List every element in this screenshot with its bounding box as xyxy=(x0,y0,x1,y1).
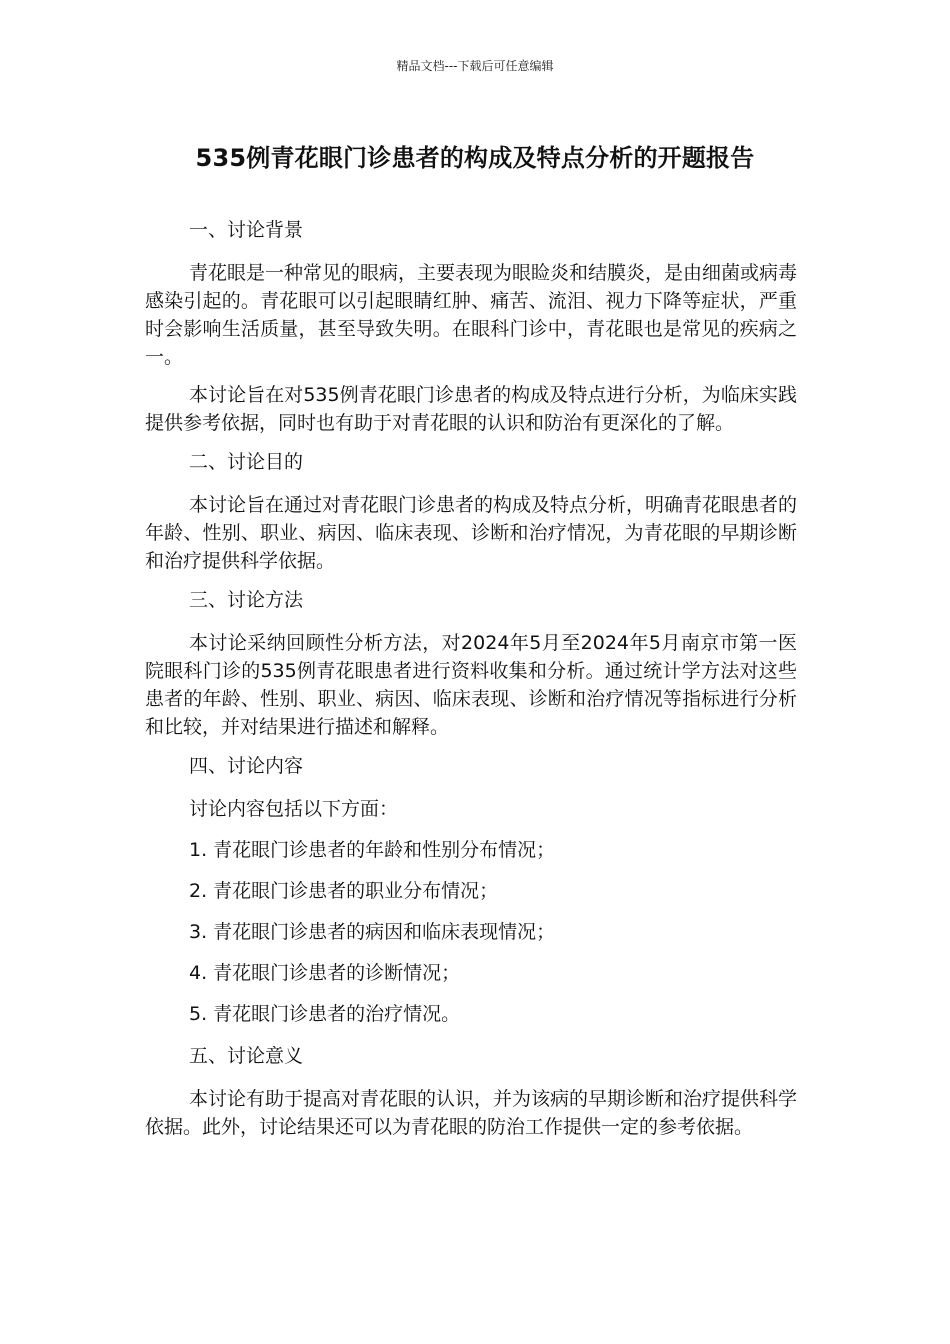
section-heading-background: 一、讨论背景 xyxy=(189,219,304,241)
header-note: 精品文档---下载后可任意编辑 xyxy=(396,59,554,73)
background-paragraph-1: 青花眼是一种常见的眼病，主要表现为眼睑炎和结膜炎，是由细菌或病毒感染引起的。青花眼可以引起眼睛红肿、痛苦、流泪、视力下降等症状，严重时会影响生活质量，甚至导致失明。在眼科门诊中，青花眼也是常见的疾病之一。 xyxy=(145,262,798,368)
list-item: 2. 青花眼门诊患者的职业分布情况； xyxy=(189,880,499,902)
purpose-paragraph: 本讨论旨在通过对青花眼门诊患者的构成及特点分析，明确青花眼患者的年龄、性别、职业、病因、临床表现、诊断和治疗情况，为青花眼的早期诊断和治疗提供科学依据。 xyxy=(145,494,798,572)
list-item: 4. 青花眼门诊患者的诊断情况； xyxy=(189,962,461,984)
section-heading-content: 四、讨论内容 xyxy=(189,755,304,777)
list-item: 1. 青花眼门诊患者的年龄和性别分布情况； xyxy=(189,839,556,861)
method-paragraph: 本讨论采纳回顾性分析方法，对2024年5月至2024年5月南京市第一医院眼科门诊的535例青花眼患者进行资料收集和分析。通过统计学方法对这些患者的年龄、性别、职业、病因、临床表现、诊断和治疗情况等指标进行分析和比较，并对结果进行描述和解释。 xyxy=(145,632,797,738)
section-heading-significance: 五、讨论意义 xyxy=(189,1045,304,1067)
significance-paragraph: 本讨论有助于提高对青花眼的认识，并为该病的早期诊断和治疗提供科学依据。此外，讨论结果还可以为青花眼的防治工作提供一定的参考依据。 xyxy=(145,1088,798,1138)
page-title: 535例青花眼门诊患者的构成及特点分析的开题报告 xyxy=(195,144,755,172)
section-heading-method: 三、讨论方法 xyxy=(189,589,304,611)
list-item: 5. 青花眼门诊患者的治疗情况。 xyxy=(189,1003,461,1025)
section-heading-purpose: 二、讨论目的 xyxy=(189,451,304,473)
background-paragraph-2: 本讨论旨在对535例青花眼门诊患者的构成及特点进行分析，为临床实践提供参考依据，同时也有助于对青花眼的认识和防治有更深化的了解。 xyxy=(145,384,797,434)
document-body xyxy=(145,215,797,1151)
list-item: 3. 青花眼门诊患者的病因和临床表现情况； xyxy=(189,921,556,943)
content-intro: 讨论内容包括以下方面： xyxy=(189,798,399,820)
